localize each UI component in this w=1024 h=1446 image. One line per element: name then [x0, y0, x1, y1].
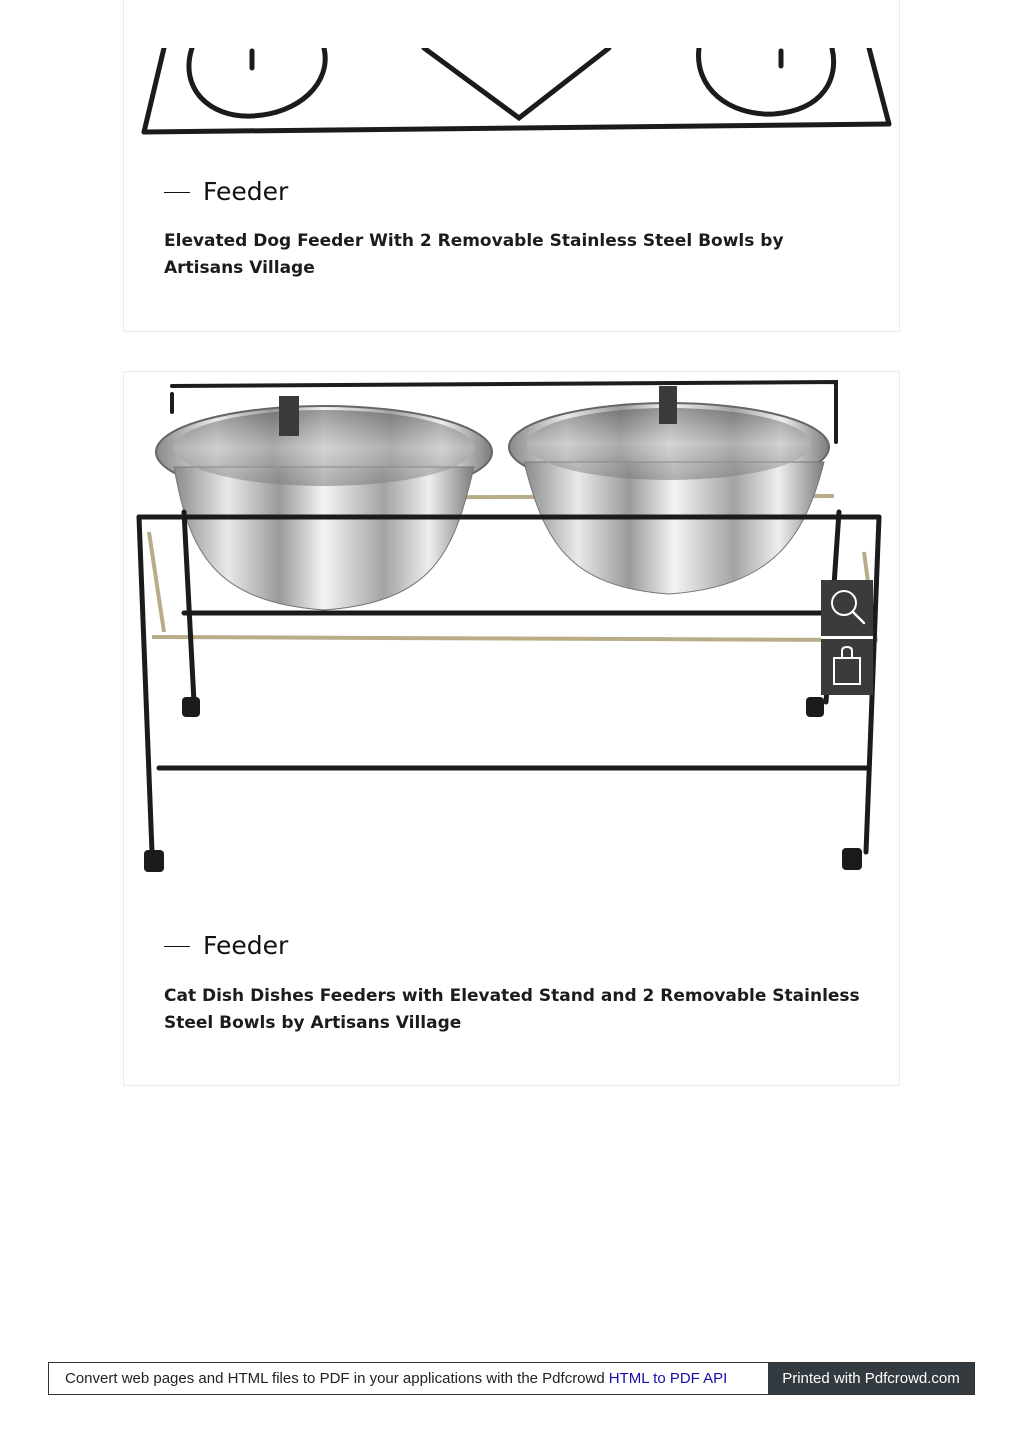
dog-feeder-image: [124, 48, 899, 143]
product-card: [123, 371, 900, 1086]
footer-text: Convert web pages and HTML files to PDF in your applications with the Pdfcrowd: [65, 1370, 605, 1387]
category-dash: [164, 192, 190, 193]
quick-actions: [821, 580, 873, 695]
html-to-pdf-api-link[interactable]: HTML to PDF API: [608, 1370, 728, 1387]
footer-message: [49, 1363, 768, 1394]
category-row: [164, 929, 288, 963]
category-row: [164, 175, 288, 209]
product-card: [123, 0, 900, 332]
quick-view-button[interactable]: [821, 580, 873, 636]
add-to-cart-button[interactable]: [821, 639, 873, 695]
product-title[interactable]: Elevated Dog Feeder With 2 Removable Stainless Steel Bowls by Artisans Village: [164, 231, 784, 278]
category-dash: [164, 946, 190, 947]
product-image[interactable]: [124, 372, 899, 902]
category-label[interactable]: Feeder: [203, 931, 289, 960]
category-label[interactable]: Feeder: [203, 177, 289, 206]
product-title[interactable]: Cat Dish Dishes Feeders with Elevated Stand and 2 Removable Stainless Steel Bowls by Artisans Village: [164, 986, 860, 1033]
pdfcrowd-footer: [48, 1362, 975, 1395]
search-icon: [821, 580, 873, 636]
product-image[interactable]: [124, 48, 899, 143]
cat-feeder-image: [124, 372, 899, 902]
printed-with-badge[interactable]: Printed with Pdfcrowd.com: [768, 1363, 974, 1394]
shopping-bag-icon: [821, 639, 873, 695]
